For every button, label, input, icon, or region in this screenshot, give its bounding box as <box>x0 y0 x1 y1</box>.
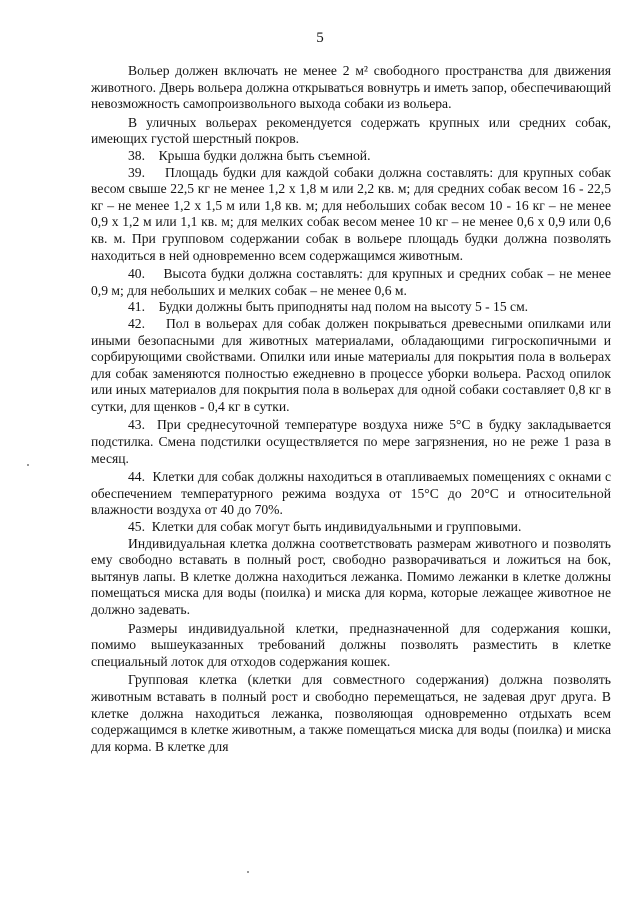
paragraph-item-38: 38. Крыша будки должна быть съемной. <box>128 147 371 163</box>
paragraph-item-39: 39. Площадь будки для каждой собаки должна составлять: для крупных собак весом свыше 22,5 кг не менее 1,2 х 1,8 м или 2,2 кв. м; для средних собак весом 16 - 22,5 кг – не менее 1,2 х 1,5 м или 1,8 кв. м; для небольших собак весом 10 - 16 кг – не менее 0,9 х 1,2 м или 1,1 кв. м; для мелких собак весом менее 10 кг – не менее 0,6 х 0,9 или 0,6 кв. м. При групповом содержании собак в вольере площадь будки должна позволять находиться в ней одновременно всем содержащимся животным. <box>91 164 611 263</box>
paragraph-outdoor-enclosures: В уличных вольерах рекомендуется содержать крупных или средних собак, имеющих густой шерстный покров. <box>91 114 611 147</box>
scan-speck <box>27 464 29 466</box>
paragraph-cat-cage-size: Размеры индивидуальной клетки, предназначенной для содержания кошки, помимо вышеуказанных требований должны позволять разместить в клетке специальный лоток для отходов содержания кошек. <box>91 620 611 669</box>
paragraph-item-45: 45. Клетки для собак могут быть индивидуальными и групповыми. <box>128 519 522 535</box>
paragraph-group-cage: Групповая клетка (клетки для совместного содержания) должна позволять животным вставать в полный рост и свободно перемещаться, не задевая друг друга. В клетке должна находиться лежанка, позволяющая одновременно отдыхать всем содержащимся в клетке животным, а также помещаться миска для воды (поилка) и миска для корма. В клетке для <box>91 672 611 754</box>
paragraph-item-43: 43. При среднесуточной температуре воздуха ниже 5°С в будку закладывается подстилка. Смена подстилки осуществляется по мере загрязнения, но не реже 1 раза в месяц. <box>91 417 611 466</box>
paragraph-individual-cage: Индивидуальная клетка должна соответствовать размерам животного и позволять ему свободно вставать в полный рост, свободно разворачиваться и ложиться на бок, вытянув лапы. В клетке должна находиться лежанка. Помимо лежанки в клетке должны помещаться миска для воды (поилка) и миска для корма, которые лежащее животное не должно задевать. <box>91 535 611 617</box>
paragraph-enclosure-space: Вольер должен включать не менее 2 м² свободного пространства для движения животного. Дверь вольера должна открываться вовнутрь и иметь запор, обеспечивающий невозможность самопроизвольного выхода собаки из вольера. <box>91 63 611 112</box>
page-number: 5 <box>316 30 324 46</box>
scan-speck <box>247 871 249 873</box>
paragraph-item-41: 41. Будки должны быть приподняты над полом на высоту 5 - 15 см. <box>128 299 529 315</box>
paragraph-item-42: 42. Пол в вольерах для собак должен покрываться древесными опилками или иными безопасными для животных материалами, обладающими гигроскопичными и сорбирующими свойствами. Опилки или иные материалы для покрытия пола в вольерах для собак заменяются полностью ежедневно в процессе уборки вольера. Расход опилок или иных материалов для покрытия пола в вольерах для одной собаки составляет 0,8 кг в сутки, для щенков - 0,4 кг в сутки. <box>91 315 611 414</box>
paragraph-item-44: 44. Клетки для собак должны находиться в отапливаемых помещениях с окнами с обеспечением температурного режима воздуха от 15°С до 20°С и относительной влажности воздуха от 40 до 70%. <box>91 469 611 518</box>
paragraph-item-40: 40. Высота будки должна составлять: для крупных и средних собак – не менее 0,9 м; для небольших и мелких собак – не менее 0,6 м. <box>91 266 611 298</box>
document-body <box>91 63 611 755</box>
